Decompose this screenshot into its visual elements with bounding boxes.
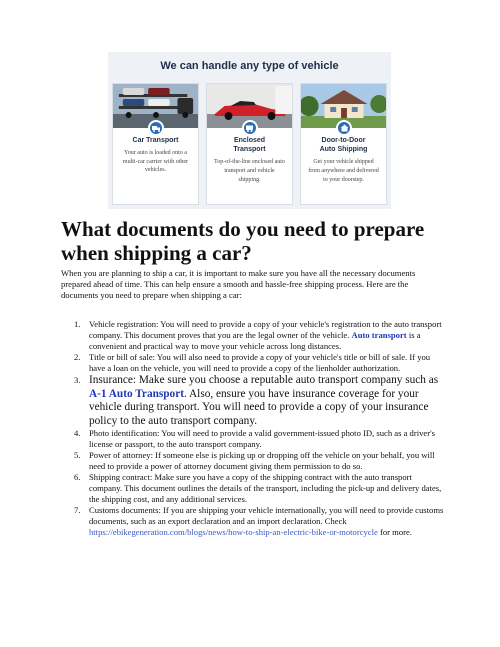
list-number: 7. — [74, 505, 81, 516]
list-item: 6. Shipping contract: Make sure you have a copy of the shipping contract with the auto transport company. This document outlines the details of the transport, including the pick-up and delivery dates, the shipping cost, and any additional services. — [74, 472, 442, 505]
list-number: 2. — [74, 352, 81, 362]
banner-title: We can handle any type of vehicle — [160, 60, 339, 72]
list-number: 1. — [74, 319, 81, 329]
list-item: 5. Power of attorney: If someone else is picking up or dropping off the vehicle on your behalf, you will need to provide a power of attorney document giving them permission to do so. — [74, 450, 435, 472]
a1-auto-transport-link[interactable]: A-1 Auto Transport — [89, 387, 184, 400]
card-door-to-door — [300, 83, 387, 205]
article-heading: What documents do you need to prepare when shipping a car? — [61, 217, 425, 265]
list-number: 4. — [74, 428, 81, 439]
card-description: Your auto is loaded onto a multi-car carrier with other vehicles. — [122, 150, 189, 174]
vehicle-types-banner — [108, 52, 391, 209]
list-item: 3. Insurance: Make sure you choose a reputable auto transport company such as A-1 Auto Transport. Also, ensure you have insurance coverage for your vehicle during transport. You will need to provide a copy of your insurance policy to the auto transport company. — [74, 374, 439, 427]
card-description: Top-of-the-line enclosed auto transport and vehicle shipping. — [214, 159, 285, 183]
list-item: 4. Photo identification: You will need to provide a valid government-issued photo ID, such as a driver's license or passport, to the auto transport company. — [74, 428, 435, 450]
article-intro: When you are planning to ship a car, it is important to make sure you have all the necessary documents prepared ahead of time. This can help ensure a smooth and hassle-free shipping process. Here are the documents you need to prepare when shipping a car: — [61, 268, 416, 300]
truck-icon — [148, 120, 164, 136]
home-icon — [336, 120, 352, 136]
list-number: 5. — [74, 450, 81, 461]
list-number: 6. — [74, 472, 81, 483]
card-car-transport — [112, 83, 199, 205]
trailer-icon — [242, 120, 258, 136]
documents-list — [61, 319, 445, 538]
card-description: Get your vehicle shipped from anywhere and delivered to your doorstep. — [308, 159, 379, 183]
card-enclosed-transport — [206, 83, 293, 205]
list-item: 7. Customs documents: If you are shipping your vehicle internationally, you will need to provide customs documents, such as an export declaration and an import declaration. Check https://ebikegeneration.com/blogs/news/how-to-ship-an-electric-bike-or-motorcycle for more. — [74, 505, 444, 538]
card-title: Car Transport — [132, 137, 179, 144]
list-number: 3. — [74, 375, 81, 385]
card-title: Door-to-Door Auto Shipping — [319, 137, 368, 154]
ebike-shipping-link[interactable]: https://ebikegeneration.com/blogs/news/how-to-ship-an-electric-bike-or-motorcycle — [89, 527, 378, 538]
list-item: 1. Vehicle registration: You will need to provide a copy of your vehicle's registration to the auto transport company. This document proves that you are the legal owner of the vehicle. Auto transport is a convenient and practical way to move your vehicle across long distances. — [74, 319, 442, 351]
list-item: 2. Title or bill of sale: You will also need to provide a copy of your vehicle's title or bill of sale. If you have a loan on the vehicle, you will need to provide a copy of the lienholder authorization. — [74, 352, 431, 373]
card-title: Enclosed Transport — [233, 137, 266, 154]
auto-transport-link[interactable]: Auto transport — [351, 330, 407, 340]
